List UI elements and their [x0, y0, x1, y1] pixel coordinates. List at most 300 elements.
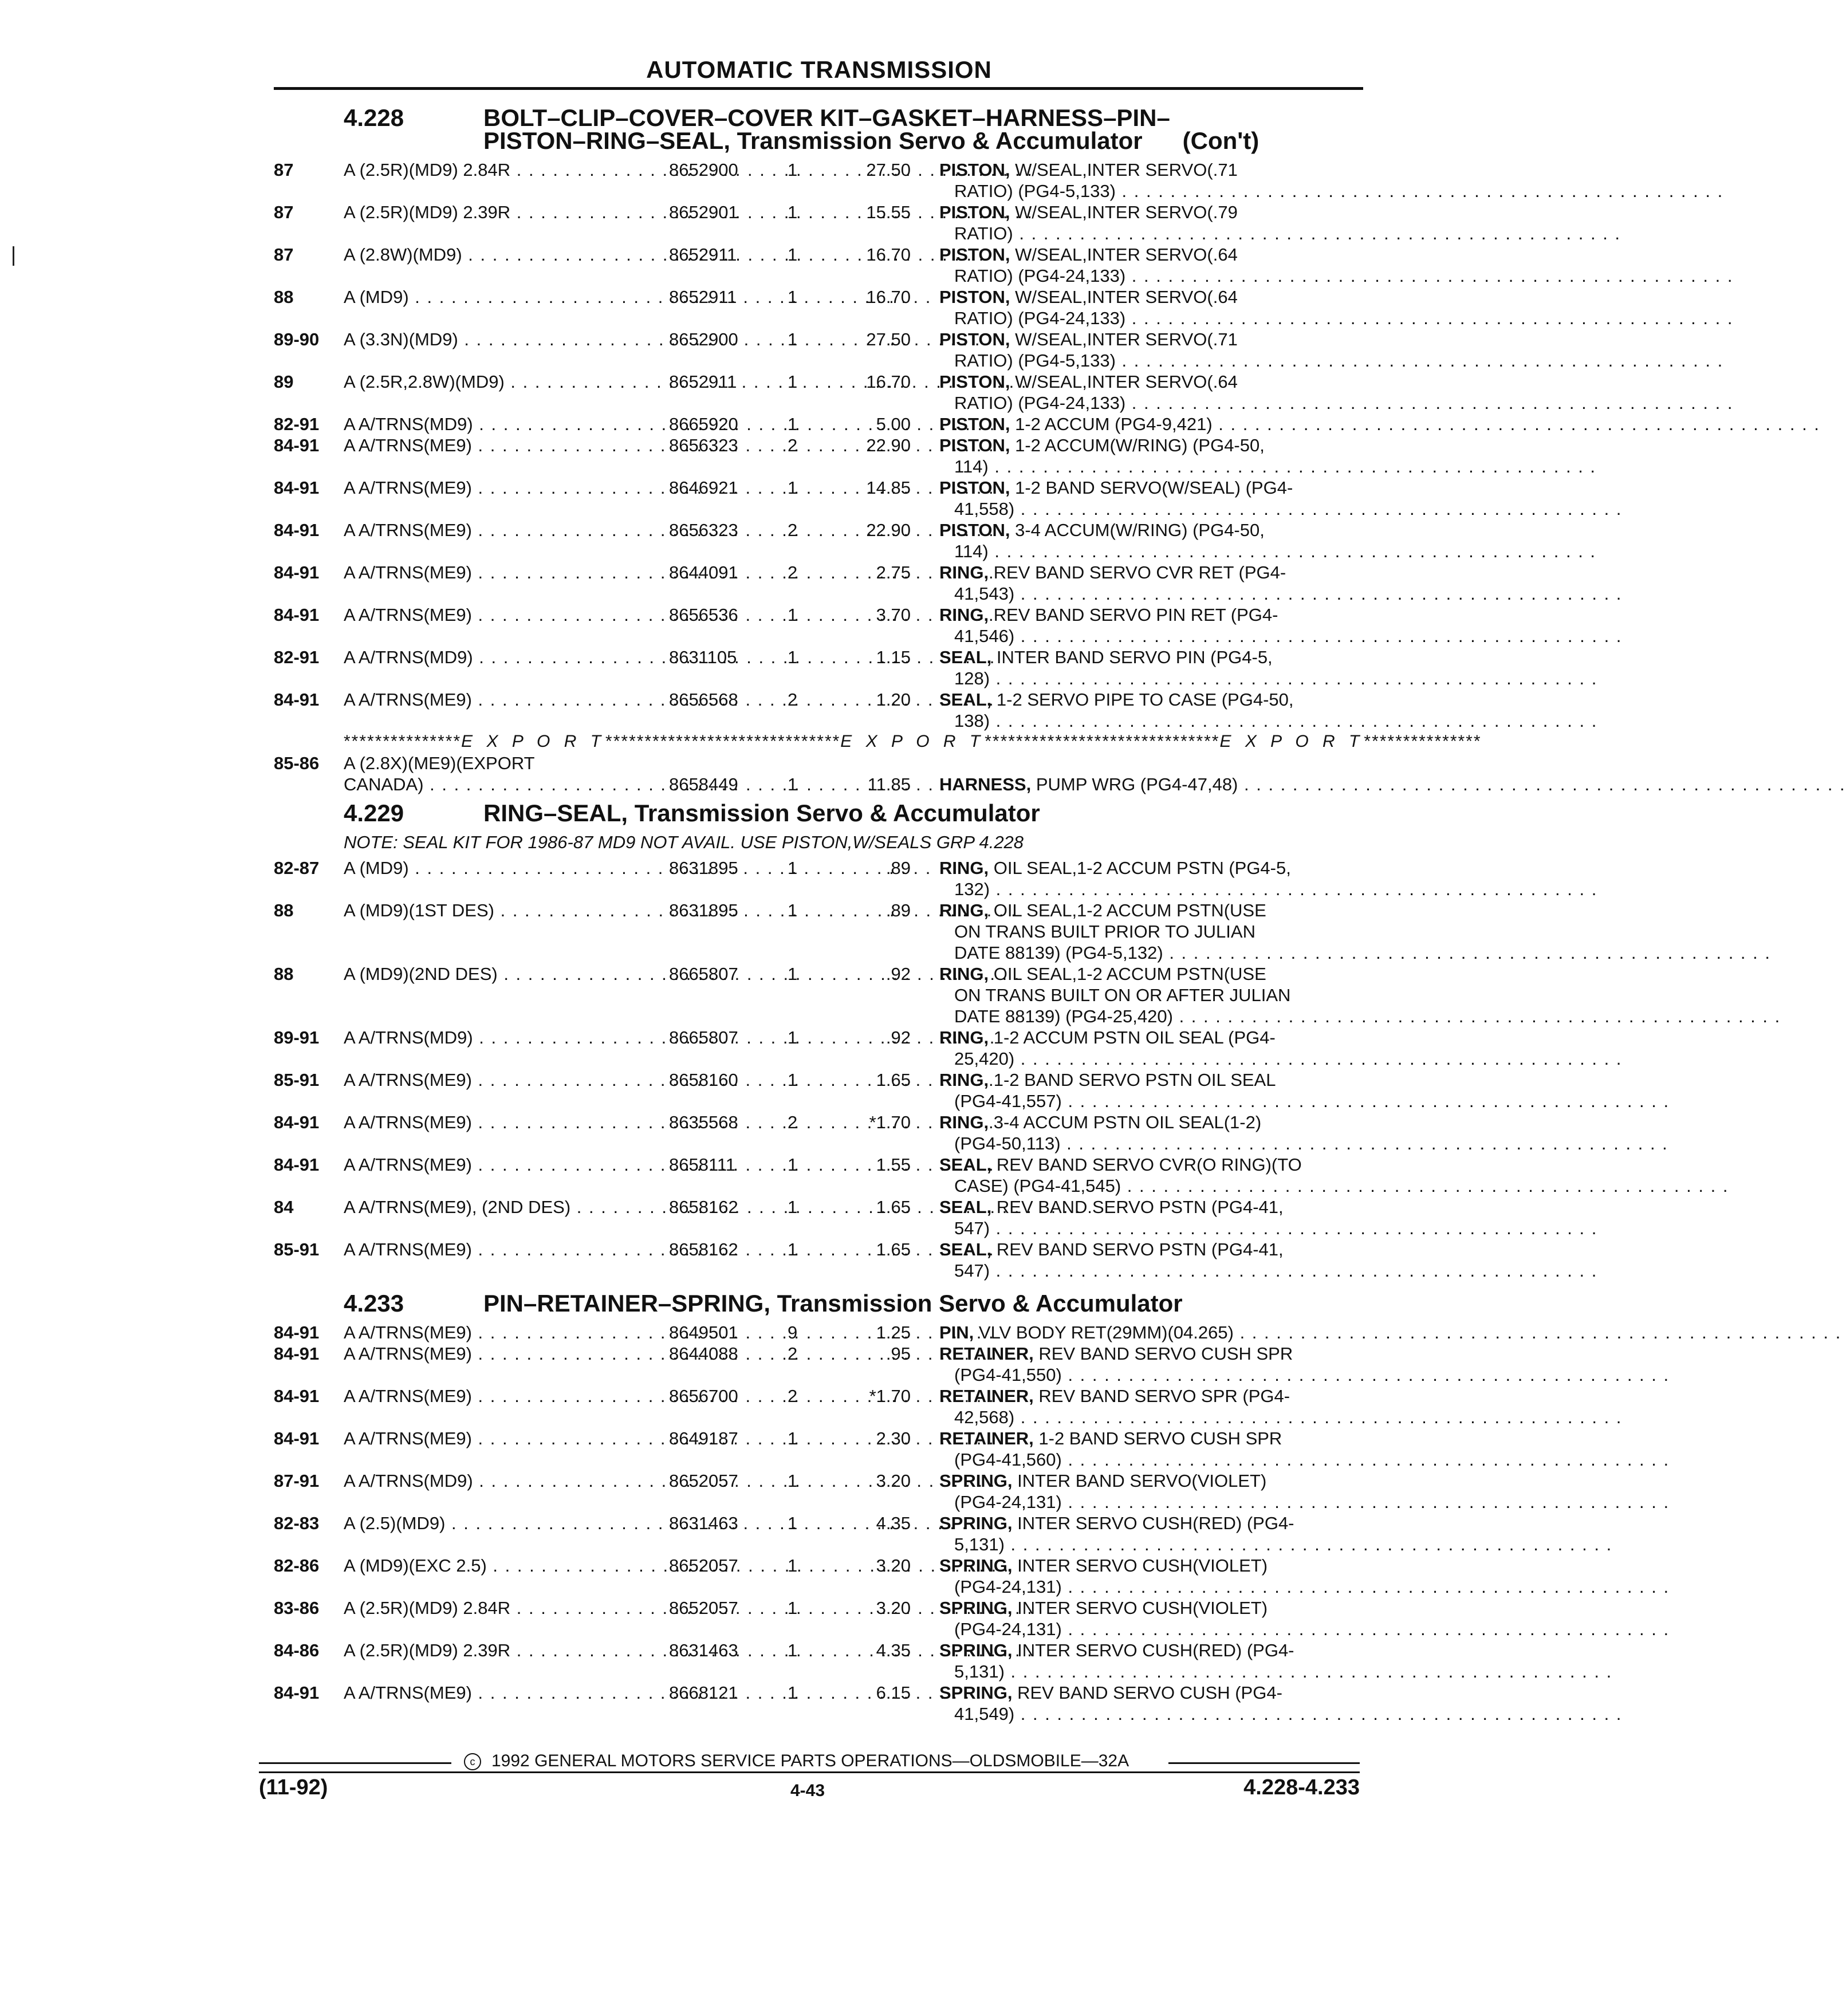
model-year: 84-86 — [274, 1640, 320, 1660]
part-number: 8631105 — [669, 647, 737, 667]
description-line — [939, 1027, 1352, 1048]
price: 2.30 — [876, 1428, 911, 1448]
part-number: 8656568 — [669, 690, 738, 710]
quantity: 1 — [788, 1513, 798, 1533]
model-year: 84-91 — [274, 1683, 320, 1703]
description-line — [939, 244, 1352, 265]
description-text: W/SEAL,INTER SERVO(.71 — [1010, 160, 1238, 180]
part-name: PISTON, — [939, 329, 1010, 349]
model-year: 82-86 — [274, 1556, 320, 1576]
application: A A/TRNS(ME9) . . . — [344, 1112, 652, 1133]
section-title-line2-text: PISTON–RING–SEAL, Transmission Servo & Accumulator — [483, 127, 1143, 154]
description-line — [939, 1428, 1352, 1449]
part-number: 8652057 — [669, 1598, 738, 1618]
description — [939, 1112, 1352, 1154]
description-line — [939, 1343, 1352, 1364]
application: A (2.8X)(ME9)(EXPORT — [344, 753, 535, 773]
model-year: 82-83 — [274, 1513, 320, 1533]
part-number: 8656323 — [669, 520, 738, 540]
model-year: 84-91 — [274, 1428, 320, 1448]
description-text: W/SEAL,INTER SERVO(.64 — [1010, 287, 1238, 307]
description-line: DATE 88139) (PG4-5,132) . . . — [939, 942, 1352, 963]
description — [939, 329, 1352, 371]
price: 3.20 — [876, 1598, 911, 1618]
application: A (MD9)(1ST DES) . . . — [344, 900, 652, 921]
description — [939, 1682, 1352, 1724]
copyright-text: 1992 GENERAL MOTORS SERVICE PARTS OPERATIONS—OLDSMOBILE—32A — [491, 1751, 1129, 1770]
application: A A/TRNS(ME9) . . . — [344, 1343, 652, 1364]
quantity: 2 — [788, 520, 798, 540]
part-name: RING, — [939, 900, 989, 920]
description-line — [939, 329, 1352, 350]
description-line — [939, 963, 1352, 985]
description — [939, 963, 1352, 1027]
page-title: AUTOMATIC TRANSMISSION — [646, 56, 992, 83]
part-number: 8658111 — [669, 1155, 736, 1175]
model-year: 89 — [274, 372, 294, 392]
part-number: 8665920 — [669, 414, 738, 434]
description — [939, 1640, 1352, 1682]
part-name: SPRING, — [939, 1556, 1013, 1576]
description-line — [939, 1385, 1352, 1407]
description-text: INTER SERVO CUSH(RED) (PG4- — [1012, 1513, 1294, 1533]
description-text: W/SEAL,INTER SERVO(.64 — [1010, 372, 1238, 392]
part-name: SPRING, — [939, 1640, 1013, 1660]
model-year: 85-86 — [274, 753, 320, 773]
quantity: 1 — [788, 1027, 798, 1048]
description-line: 42,568) . . . — [939, 1407, 1352, 1428]
description-line: (PG4-50,113) . . . — [939, 1133, 1352, 1154]
price: 22.90 — [866, 435, 911, 455]
price: 16.70 — [866, 245, 911, 265]
quantity: 1 — [788, 478, 798, 498]
price: 14.85 — [866, 478, 911, 498]
description-line: (PG4-41,550) . . . — [939, 1364, 1352, 1385]
part-number: 8665807 — [669, 964, 738, 984]
quantity: 1 — [788, 900, 798, 920]
application: A A/TRNS(ME9) . . . — [344, 689, 652, 710]
description — [939, 414, 1352, 435]
description-line: RATIO) (PG4-5,133) . . . — [939, 350, 1352, 371]
model-year: 87-91 — [274, 1471, 320, 1491]
description-line — [939, 202, 1352, 223]
part-number: 8631463 — [669, 1513, 738, 1533]
application: A A/TRNS(ME9) . . . — [344, 1428, 652, 1449]
part-number: 8656323 — [669, 435, 738, 455]
part-name: RING, — [939, 605, 989, 625]
description-line: 41,543) . . . — [939, 583, 1352, 604]
model-year: 84-91 — [274, 690, 320, 710]
export-stars: *************** — [1364, 732, 1482, 751]
description-line: 547) . . . — [939, 1218, 1352, 1239]
description-text: W/SEAL,INTER SERVO(.79 — [1010, 202, 1238, 222]
title-rule — [274, 87, 1363, 90]
application: A A/TRNS(MD9) . . . — [344, 414, 652, 435]
description-line: DATE 88139) (PG4-25,420) . . . — [939, 1006, 1352, 1027]
quantity: 1 — [788, 329, 798, 349]
part-name: SPRING, — [939, 1598, 1013, 1618]
description-text: W/SEAL,INTER SERVO(.71 — [1010, 329, 1238, 349]
price: 3.70 — [876, 605, 911, 625]
price: 6.15 — [876, 1683, 911, 1703]
description — [939, 1239, 1352, 1281]
description-line: 41,558) . . . — [939, 498, 1352, 519]
description-line — [939, 1470, 1352, 1491]
application: A A/TRNS(MD9) . . . — [344, 1470, 652, 1491]
part-name: SEAL, — [939, 1197, 992, 1217]
application: A A/TRNS(ME9) . . . — [344, 562, 652, 583]
description-line: (PG4-41,560) . . . — [939, 1449, 1352, 1470]
description — [939, 202, 1352, 244]
application: CANADA) . . . — [344, 774, 652, 795]
description — [939, 1597, 1352, 1640]
part-number: 8631895 — [669, 858, 738, 878]
description-text: OIL SEAL,1-2 ACCUM PSTN(USE — [989, 964, 1266, 984]
description-line: CASE) (PG4-41,545) . . . — [939, 1175, 1352, 1196]
description — [939, 604, 1352, 647]
section-number: 4.228 — [344, 104, 404, 131]
description-text: INTER SERVO CUSH(VIOLET) — [1012, 1598, 1268, 1618]
part-name: RING, — [939, 964, 989, 984]
model-year: 84-91 — [274, 1112, 320, 1132]
description-line — [939, 1322, 1352, 1343]
description — [939, 774, 1352, 795]
footer-rule — [259, 1771, 1360, 1773]
quantity: 1 — [788, 605, 798, 625]
quantity: 2 — [788, 1386, 798, 1406]
description — [939, 1385, 1352, 1428]
description-line: 41,546) . . . — [939, 625, 1352, 647]
part-name: RING, — [939, 1112, 989, 1132]
part-number: 8652057 — [669, 1471, 738, 1491]
page-number: 4-43 — [790, 1781, 825, 1800]
model-year: 89-90 — [274, 329, 320, 349]
description-text: 1-2 SERVO PIPE TO CASE (PG4-50, — [991, 690, 1294, 710]
quantity: 1 — [788, 774, 798, 794]
part-number: 8644088 — [669, 1344, 738, 1364]
description-line — [939, 1682, 1352, 1703]
price: 5.00 — [876, 414, 911, 434]
description-text: PUMP WRG (PG4-47,48) — [1031, 774, 1238, 794]
application: A (MD9)(2ND DES) . . . — [344, 963, 652, 985]
description — [939, 1069, 1352, 1112]
part-number: 8656700 — [669, 1386, 738, 1406]
part-number: 8646921 — [669, 478, 738, 498]
description — [939, 1196, 1352, 1239]
part-name: SPRING, — [939, 1471, 1013, 1491]
description — [939, 477, 1352, 519]
description-line — [939, 1597, 1352, 1619]
export-label: E X P O R T — [461, 732, 606, 751]
quantity: 1 — [788, 1239, 798, 1259]
description-line: RATIO) (PG4-24,133) . . . — [939, 308, 1352, 329]
application: A (2.8W)(MD9) . . . — [344, 244, 652, 265]
quantity: 1 — [788, 414, 798, 434]
price: 27.50 — [866, 329, 911, 349]
model-year: 88 — [274, 287, 294, 307]
model-year: 83-86 — [274, 1598, 320, 1618]
price: 4.35 — [876, 1513, 911, 1533]
description — [939, 435, 1352, 477]
part-name: SPRING, — [939, 1683, 1013, 1703]
description-line: 547) . . . — [939, 1260, 1352, 1281]
quantity: 1 — [788, 1197, 798, 1217]
application: A A/TRNS(ME9) . . . — [344, 1322, 652, 1343]
application: A (2.5R)(MD9) 2.84R . . . — [344, 159, 652, 180]
description-text: OIL SEAL,1-2 ACCUM PSTN(USE — [989, 900, 1266, 920]
model-year: 85-91 — [274, 1239, 320, 1259]
part-name: RETAINER, — [939, 1386, 1034, 1406]
model-year: 84-91 — [274, 520, 320, 540]
description-text: REV BAND SERVO SPR (PG4- — [1033, 1386, 1290, 1406]
application: A (3.3N)(MD9) . . . — [344, 329, 652, 350]
description-line — [939, 371, 1352, 392]
quantity: 1 — [788, 964, 798, 984]
quantity: 1 — [788, 1155, 798, 1175]
description — [939, 1555, 1352, 1597]
description — [939, 857, 1352, 900]
section-title-line2 — [483, 129, 1259, 152]
description-text: REV BAND SERVO PSTN (PG4-41, — [991, 1239, 1284, 1259]
description-line: RATIO) . . . — [939, 223, 1352, 244]
description — [939, 1322, 1352, 1343]
description-text: INTER SERVO CUSH(VIOLET) — [1012, 1556, 1268, 1576]
quantity: 1 — [788, 647, 798, 667]
description-text: 1-2 BAND SERVO(W/SEAL) (PG4- — [1010, 478, 1293, 498]
export-stars: *************** — [723, 732, 841, 751]
description-line: (PG4-24,131) . . . — [939, 1491, 1352, 1513]
price: .92 — [885, 964, 911, 984]
quantity: 1 — [788, 287, 798, 307]
description-line — [939, 159, 1352, 180]
description-line: 138) . . . — [939, 710, 1352, 731]
application: A (MD9) . . . — [344, 857, 652, 879]
part-number: 8658162 — [669, 1197, 738, 1217]
description-line: 132) . . . — [939, 879, 1352, 900]
part-number: 8658162 — [669, 1239, 738, 1259]
description-text: REV BAND SERVO CUSH SPR — [1033, 1344, 1293, 1364]
copyright-line — [464, 1751, 1129, 1771]
export-stars: *************** — [1102, 732, 1220, 751]
quantity: 2 — [788, 1112, 798, 1132]
description-line — [939, 1112, 1352, 1133]
part-name: PISTON, — [939, 520, 1010, 540]
copyright-icon: c — [464, 1753, 481, 1770]
application: A A/TRNS(ME9) . . . — [344, 477, 652, 498]
section-number: 4.233 — [344, 1290, 404, 1317]
description-line: (PG4-24,131) . . . — [939, 1576, 1352, 1597]
part-name: RING, — [939, 858, 989, 878]
price: 27.50 — [866, 160, 911, 180]
model-year: 82-91 — [274, 647, 320, 667]
part-name: RETAINER, — [939, 1428, 1034, 1448]
section-number: 4.229 — [344, 800, 404, 826]
part-name: RING, — [939, 1070, 989, 1090]
description-text: 1-2 ACCUM PSTN OIL SEAL (PG4- — [989, 1027, 1276, 1048]
quantity: 9 — [788, 1322, 798, 1342]
price: 1.20 — [876, 690, 911, 710]
part-number: 8668121 — [669, 1683, 738, 1703]
part-number: 8652901 — [669, 202, 738, 222]
description-line: (PG4-41,557) . . . — [939, 1090, 1352, 1112]
description-text: 1-2 BAND SERVO CUSH SPR — [1033, 1428, 1282, 1448]
model-year: 84-91 — [274, 1322, 320, 1342]
price: .92 — [885, 1027, 911, 1048]
price: 1.25 — [876, 1322, 911, 1342]
part-number: 8631895 — [669, 900, 738, 920]
part-name: SEAL, — [939, 647, 992, 667]
application: A A/TRNS(ME9) . . . — [344, 1069, 652, 1090]
description — [939, 1470, 1352, 1513]
description-line — [939, 477, 1352, 498]
part-number: 8652057 — [669, 1556, 738, 1576]
part-name: RING, — [939, 562, 989, 582]
description — [939, 1027, 1352, 1069]
model-year: 82-87 — [274, 858, 320, 878]
description — [939, 371, 1352, 414]
model-year: 84-91 — [274, 605, 320, 625]
part-name: RING, — [939, 1027, 989, 1048]
description — [939, 286, 1352, 329]
part-number: 8644091 — [669, 562, 738, 582]
price: 1.65 — [876, 1239, 911, 1259]
description-line: 114) . . . — [939, 456, 1352, 477]
description-line: ON TRANS BUILT ON OR AFTER JULIAN — [954, 985, 1291, 1005]
application: A (2.5R)(MD9) 2.84R . . . — [344, 1597, 652, 1619]
description-line: RATIO) (PG4-24,133) . . . — [939, 265, 1352, 286]
footer-date: (11-92) — [259, 1775, 328, 1800]
model-year: 84-91 — [274, 478, 320, 498]
part-name: PISTON, — [939, 435, 1010, 455]
description-line: 114) . . . — [939, 541, 1352, 562]
application: A A/TRNS(ME9) . . . — [344, 604, 652, 625]
application: A (2.5R)(MD9) 2.39R . . . — [344, 202, 652, 223]
part-number: 8658160 — [669, 1070, 738, 1090]
export-stars: *************** — [344, 732, 462, 751]
model-year: 84-91 — [274, 1155, 320, 1175]
quantity: 1 — [788, 372, 798, 392]
part-name: SEAL, — [939, 1239, 992, 1259]
price: 4.35 — [876, 1640, 911, 1660]
part-number: 8656536 — [669, 605, 738, 625]
part-name: PISTON, — [939, 287, 1010, 307]
model-year: 87 — [274, 202, 294, 222]
description-line — [939, 414, 1352, 435]
price: 16.70 — [866, 287, 911, 307]
application: A (2.5)(MD9) . . . — [344, 1513, 652, 1534]
description — [939, 1513, 1352, 1555]
price: 2.75 — [876, 562, 911, 582]
description — [939, 689, 1352, 731]
model-year: 84-91 — [274, 1386, 320, 1406]
application: A A/TRNS(MD9) . . . — [344, 1027, 652, 1048]
price: 1.15 — [876, 647, 911, 667]
part-number: 8652900 — [669, 160, 738, 180]
description-text: REV BAND SERVO CVR RET (PG4- — [989, 562, 1286, 582]
description-line — [939, 857, 1352, 879]
description — [939, 244, 1352, 286]
description-line — [939, 900, 1352, 921]
part-name: PIN, — [939, 1322, 974, 1342]
description — [939, 159, 1352, 202]
price: .89 — [885, 900, 911, 920]
section-title: BOLT–CLIP–COVER–COVER KIT–GASKET–HARNESS–PIN– — [483, 104, 1170, 131]
model-year: 88 — [274, 964, 294, 984]
description-line — [939, 1069, 1352, 1090]
part-name: RETAINER, — [939, 1344, 1034, 1364]
description-text: INTER BAND SERVO PIN (PG4-5, — [991, 647, 1273, 667]
description-line — [939, 1555, 1352, 1576]
model-year: 82-91 — [274, 414, 320, 434]
application: A A/TRNS(ME9), (2ND DES) . . . — [344, 1196, 652, 1218]
part-number: 8652911 — [669, 245, 737, 265]
application: A (2.5R)(MD9) 2.39R . . . — [344, 1640, 652, 1661]
description-line: 5,131) . . . — [939, 1534, 1352, 1555]
description — [939, 1428, 1352, 1470]
part-number: 8652911 — [669, 287, 737, 307]
quantity: 1 — [788, 1598, 798, 1618]
section-range: 4.228-4.233 — [1243, 1775, 1360, 1800]
description — [939, 900, 1352, 963]
description — [939, 562, 1352, 604]
description-text: 1-2 BAND SERVO PSTN OIL SEAL — [989, 1070, 1276, 1090]
quantity: 1 — [788, 1428, 798, 1448]
price: 3.20 — [876, 1471, 911, 1491]
part-number: 8665807 — [669, 1027, 738, 1048]
part-number: 8652911 — [669, 372, 737, 392]
export-stars: *************** — [985, 732, 1103, 751]
part-name: PISTON, — [939, 160, 1010, 180]
section-title: RING–SEAL, Transmission Servo & Accumulator — [483, 800, 1040, 826]
description-text: 1-2 ACCUM(W/RING) (PG4-50, — [1010, 435, 1265, 455]
description-line — [939, 562, 1352, 583]
section-title: PIN–RETAINER–SPRING, Transmission Servo & Accumulator — [483, 1290, 1183, 1317]
quantity: 1 — [788, 245, 798, 265]
description-text: INTER SERVO CUSH(RED) (PG4- — [1012, 1640, 1294, 1660]
continued-label: (Con't) — [1182, 127, 1259, 154]
description-line — [939, 604, 1352, 625]
quantity: 1 — [788, 858, 798, 878]
price: .89 — [885, 858, 911, 878]
application: A A/TRNS(ME9) . . . — [344, 1385, 652, 1407]
description-line: RATIO) (PG4-24,133) . . . — [939, 392, 1352, 414]
footer-rule — [259, 1762, 451, 1764]
description-text: REV BAND SERVO CUSH (PG4- — [1012, 1683, 1282, 1703]
model-year: 88 — [274, 900, 294, 920]
price: 22.90 — [866, 520, 911, 540]
description-text: VLV BODY RET(29MM)(04.265) — [974, 1322, 1234, 1342]
description-text: 3-4 ACCUM PSTN OIL SEAL(1-2) — [989, 1112, 1262, 1132]
part-name: PISTON, — [939, 414, 1010, 434]
description-text: REV BAND SERVO PSTN (PG4-41, — [991, 1197, 1284, 1217]
application: A (MD9) . . . — [344, 286, 652, 308]
application: A (2.5R,2.8W)(MD9) . . . — [344, 371, 652, 392]
part-name: SEAL, — [939, 1155, 992, 1175]
price: 15.55 — [866, 202, 911, 222]
application: A A/TRNS(ME9) . . . — [344, 435, 652, 456]
description — [939, 1343, 1352, 1385]
description-text: 3-4 ACCUM(W/RING) (PG4-50, — [1010, 520, 1265, 540]
price: 11.85 — [867, 774, 911, 794]
quantity: 1 — [788, 1471, 798, 1491]
description-text: 1-2 ACCUM (PG4-9,421) — [1010, 414, 1213, 434]
part-number: 8649501 — [669, 1322, 738, 1342]
part-name: PISTON, — [939, 372, 1010, 392]
description-line — [939, 1239, 1352, 1260]
description-text: REV BAND SERVO CVR(O RING)(TO — [991, 1155, 1302, 1175]
part-name: PISTON, — [939, 478, 1010, 498]
description — [939, 1154, 1352, 1196]
